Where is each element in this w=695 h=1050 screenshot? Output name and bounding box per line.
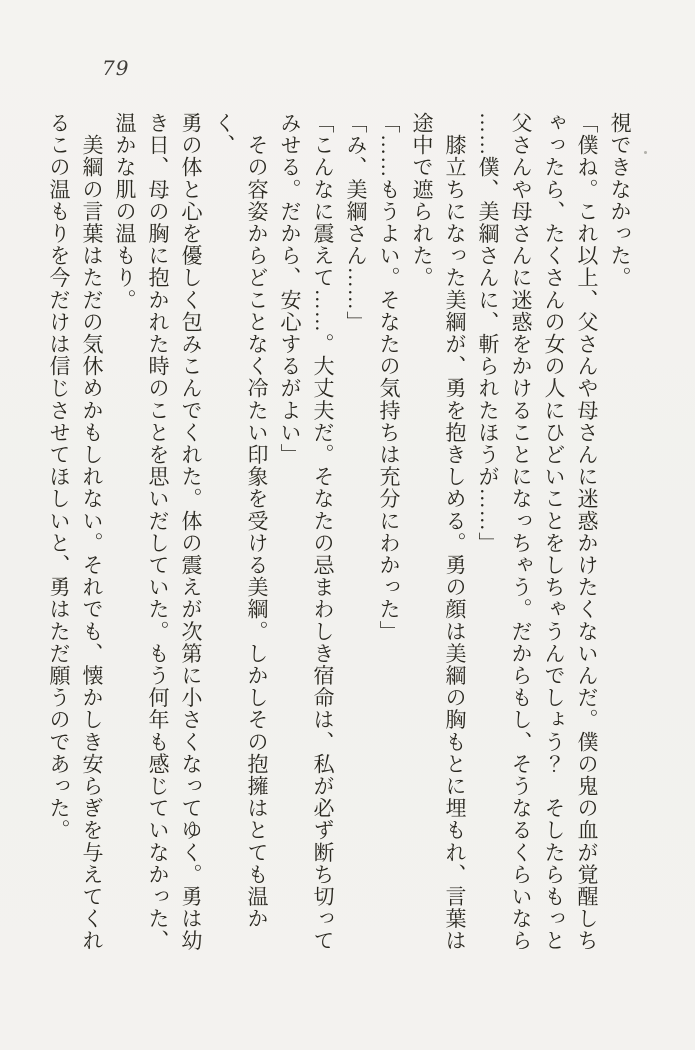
text-line: 「み、美綱さん……」: [344, 112, 368, 333]
text-line: 「……もうよい。そなたの気持ちは充分にわかった」: [377, 112, 401, 643]
text-line: 「僕ね。これ以上、父さんや母さんに迷惑かけたくないんだ。僕の鬼の血が覚醒しち: [575, 112, 599, 952]
text-block: [42, 112, 636, 957]
text-line: 視できなかった。: [608, 112, 632, 289]
scan-speck: [644, 151, 647, 154]
text-line: 温かな肌の温もり。: [113, 112, 137, 311]
page-number: 79: [102, 56, 130, 80]
text-line: 美綱の言葉はただの気休めかもしれない。それでも、懐かしき安らぎを与えてくれ: [80, 112, 104, 952]
text-line: 父さんや母さんに迷惑をかけることになっちゃう。だからもし、そうなるくらいなら: [509, 112, 533, 952]
text-line: 途中で遮られた。: [410, 112, 434, 289]
text-line: 膝立ちになった美綱が、勇を抱きしめる。勇の顔は美綱の胸もとに埋もれ、言葉は: [443, 112, 467, 952]
text-line: 「こんなに震えて……。大丈夫だ。そなたの忌まわしき宿命は、私が必ず断ち切って: [311, 112, 335, 952]
text-line: 勇の体と心を優しく包みこんでくれた。体の震えが次第に小さくなってゆく。勇は幼: [179, 112, 203, 952]
text-line: その容姿からどことなく冷たい印象を受ける美綱。しかしその抱擁はとても温かく、: [212, 112, 269, 930]
text-line: みせる。だから、安心するがよい」: [278, 112, 302, 466]
text-line: ゃったら、たくさんの女の人にひどいことをしちゃうんでしょう？ そしたらもっと: [542, 112, 566, 952]
text-line: き日、母の胸に抱かれた時のことを思いだしていた。もう何年も感じていなかった、: [146, 112, 170, 952]
text-line: ……僕、美綱さんに、斬られたほうが……」: [476, 112, 500, 554]
text-line: るこの温もりを今だけは信じさせてほしいと、勇はただ願うのであった。: [47, 112, 71, 842]
